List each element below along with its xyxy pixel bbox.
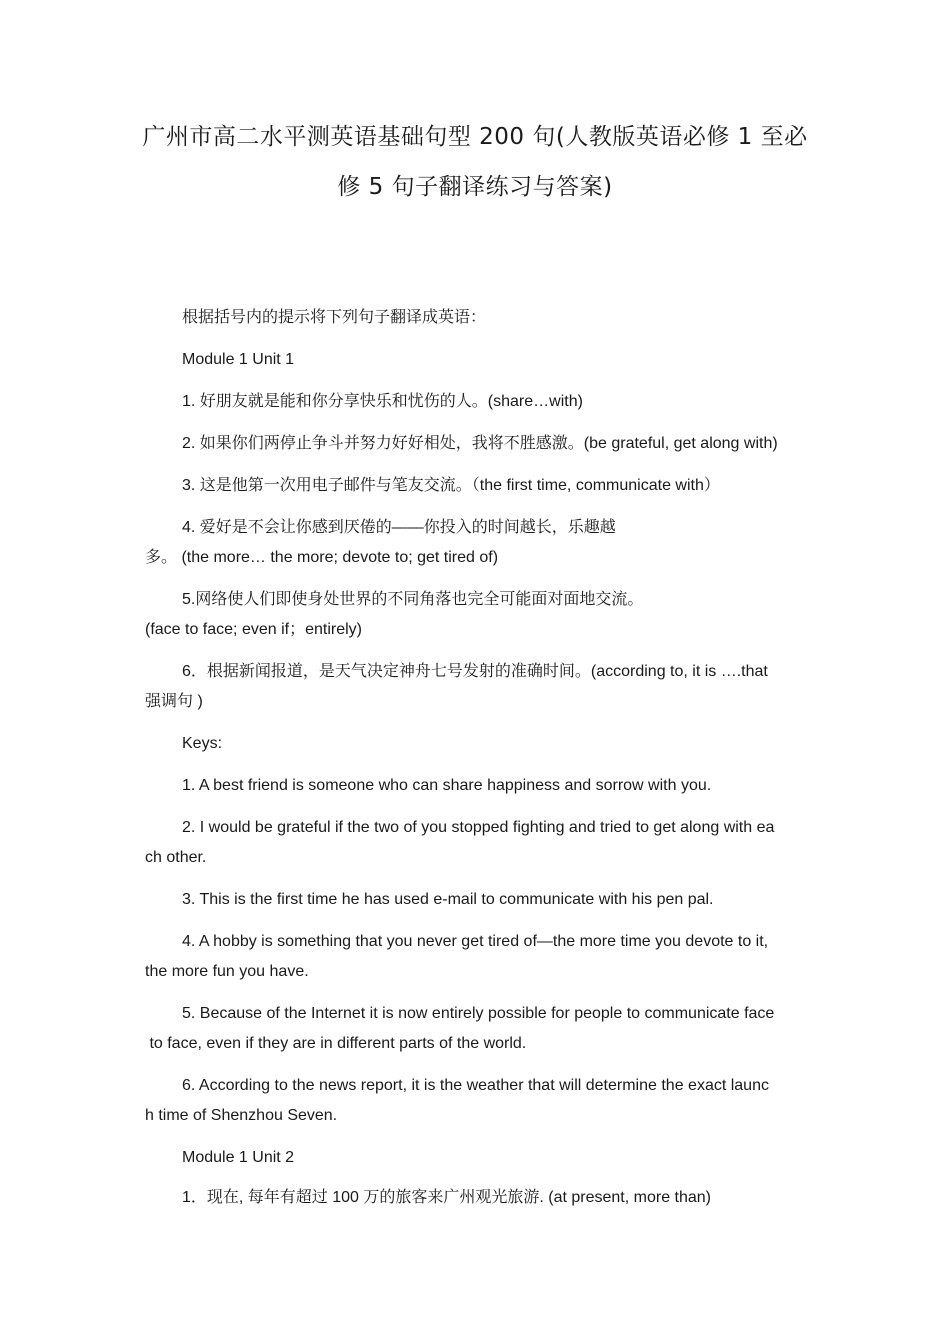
question-5-line-2: (face to face; even if；entirely) — [145, 621, 362, 638]
question-1: 1. 好朋友就是能和你分享快乐和忧伤的人。(share…with) — [182, 393, 583, 410]
keys-heading: Keys: — [182, 735, 223, 752]
section-heading-module1-unit2: Module 1 Unit 2 — [182, 1149, 295, 1166]
key-6-line-2: h time of Shenzhou Seven. — [145, 1107, 338, 1124]
key-4-line-2: the more fun you have. — [145, 963, 309, 980]
unit2-question-1: 1．现在, 每年有超过 100 万的旅客来广州观光旅游. (at present, more than) — [182, 1189, 712, 1206]
key-1: 1. A best friend is someone who can share happiness and sorrow with you. — [182, 777, 712, 794]
key-2-line-2: ch other. — [145, 849, 207, 866]
title-line-1: 广州市高二水平测英语基础句型 200 句(人教版英语必修 1 至必 — [142, 124, 808, 150]
key-5-line-2: to face, even if they are in different parts of the world. — [145, 1035, 527, 1052]
key-4-line-1: 4. A hobby is something that you never get tired of—the more time you devote to it, — [182, 933, 769, 950]
instruction-text: 根据括号内的提示将下列句子翻译成英语： — [182, 309, 487, 326]
key-2-line-1: 2. I would be grateful if the two of you stopped fighting and tried to get along with ea — [182, 819, 775, 836]
question-4-line-1: 4. 爱好是不会让你感到厌倦的——你投入的时间越长，乐趣越 — [182, 519, 616, 536]
question-6-line-1: 6．根据新闻报道，是天气决定神舟七号发射的准确时间。(according to, it is ….that — [182, 663, 768, 680]
section-heading-module1-unit1: Module 1 Unit 1 — [182, 351, 295, 368]
question-5-line-1: 5.网络使人们即使身处世界的不同角落也完全可能面对面地交流。 — [182, 591, 644, 608]
title-line-2: 修 5 句子翻译练习与答案) — [337, 174, 613, 200]
key-5-line-1: 5. Because of the Internet it is now entirely possible for people to communicate face — [182, 1005, 775, 1022]
document-title — [120, 112, 830, 212]
key-6-line-1: 6. According to the news report, it is the weather that will determine the exact launc — [182, 1077, 769, 1094]
question-3: 3. 这是他第一次用电子邮件与笔友交流。（the first time, communicate with） — [182, 477, 720, 494]
question-6-line-2: 强调句 ) — [145, 693, 203, 710]
key-3: 3. This is the first time he has used e-mail to communicate with his pen pal. — [182, 891, 714, 908]
question-4-line-2: 多。 (the more… the more; devote to; get tired of) — [145, 549, 499, 566]
question-2: 2. 如果你们两停止争斗并努力好好相处，我将不胜感激。(be grateful, get along with) — [182, 435, 778, 452]
